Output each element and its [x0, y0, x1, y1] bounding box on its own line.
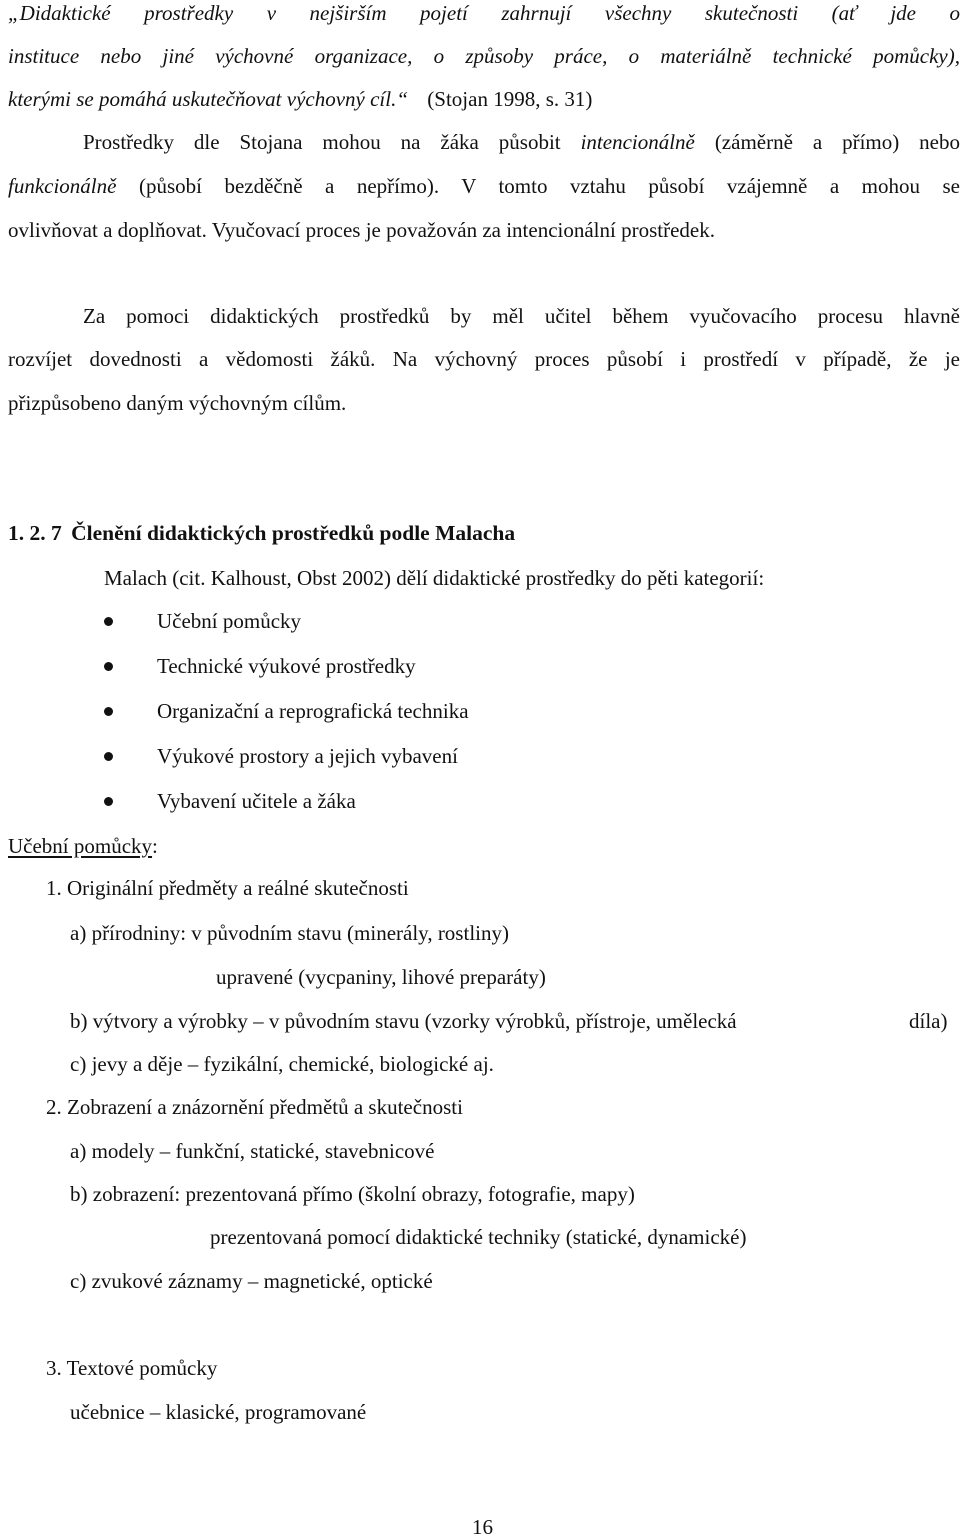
list-subitem: a) modely – funkční, statické, stavebnicové [70, 1139, 435, 1163]
bullet-icon [104, 617, 113, 626]
subheading-label: Učební pomůcky [8, 834, 153, 858]
list-item: Vybavení učitele a žáka [157, 789, 356, 813]
bullet-icon [104, 707, 113, 716]
quote-line-3 [8, 87, 592, 111]
quote-line-2 [8, 44, 960, 68]
list-subitem: učebnice – klasické, programované [70, 1400, 367, 1424]
list-subitem: c) jevy a děje – fyzikální, chemické, biologické aj. [70, 1052, 494, 1076]
section-title: Členění didaktických prostředků podle Malacha [71, 521, 516, 545]
page-number: 16 [472, 1515, 493, 1539]
paragraph-2-line-1: Prostředky dle Stojana mohou na žáka působit intencionálně (záměrně a přímo) nebo [83, 130, 960, 154]
subheading: Učební pomůcky: [8, 834, 158, 858]
list-subitem: a) přírodniny: v původním stavu (minerály, rostliny) [70, 921, 509, 945]
list-subitem: b) zobrazení: prezentovaná přímo (školní obrazy, fotografie, mapy) [70, 1182, 635, 1206]
bullet-icon [104, 662, 113, 671]
quote-text: instituce nebo jiné výchovné organizace, o způsoby práce, o materiálně technické pomůcky), [8, 44, 960, 68]
list-item: Technické výukové prostředky [157, 654, 416, 678]
list-item: Organizační a reprografická technika [157, 699, 469, 723]
list-subitem-end: díla) [909, 1009, 948, 1033]
list-subitem: c) zvukové záznamy – magnetické, optické [70, 1269, 433, 1293]
quote-line-1 [8, 1, 960, 25]
section-heading [8, 521, 515, 545]
list-item: Učební pomůcky [157, 609, 302, 633]
bullet-icon [104, 797, 113, 806]
paragraph-3-line-1: Za pomoci didaktických prostředků by měl učitel během vyučovacího procesu hlavně [83, 304, 960, 328]
list-item: 3. Textové pomůcky [46, 1356, 218, 1380]
intro-text: Malach (cit. Kalhoust, Obst 2002) dělí didaktické prostředky do pěti kategorií: [104, 566, 765, 590]
section-number: 1. 2. 7 [8, 521, 62, 545]
paragraph-3-line-2: rozvíjet dovednosti a vědomosti žáků. Na výchovný proces působí i prostředí v případě, že je [8, 347, 960, 371]
list-item: 1. Originální předměty a reálné skutečnosti [46, 876, 409, 900]
list-item: Výukové prostory a jejich vybavení [157, 744, 458, 768]
citation: (Stojan 1998, s. 31) [427, 87, 593, 111]
list-subitem-continuation: prezentovaná pomocí didaktické techniky (statické, dynamické) [210, 1225, 747, 1249]
quote-text: „Didaktické prostředky v nejširším pojetí zahrnují všechny skutečnosti (ať jde o [8, 1, 960, 25]
paragraph-2-line-3: ovlivňovat a doplňovat. Vyučovací proces je považován za intencionální prostředek. [8, 218, 715, 242]
emphasis-intentional: intencionálně [580, 130, 695, 154]
paragraph-3-line-3: přizpůsobeno daným výchovným cílům. [8, 391, 347, 415]
list-item: 2. Zobrazení a znázornění předmětů a skutečnosti [46, 1095, 463, 1119]
bullet-icon [104, 752, 113, 761]
paragraph-2-line-2: funkcionálně (působí bezděčně a nepřímo). V tomto vztahu působí vzájemně a mohou se [8, 174, 960, 198]
emphasis-functional: funkcionálně [8, 174, 117, 198]
list-subitem: b) výtvory a výrobky – v původním stavu (vzorky výrobků, přístroje, umělecká [70, 1009, 737, 1033]
list-subitem-continuation: upravené (vycpaniny, lihové preparáty) [216, 965, 546, 989]
quote-text: kterými se pomáhá uskutečňovat výchovný cíl.“ [8, 87, 409, 111]
